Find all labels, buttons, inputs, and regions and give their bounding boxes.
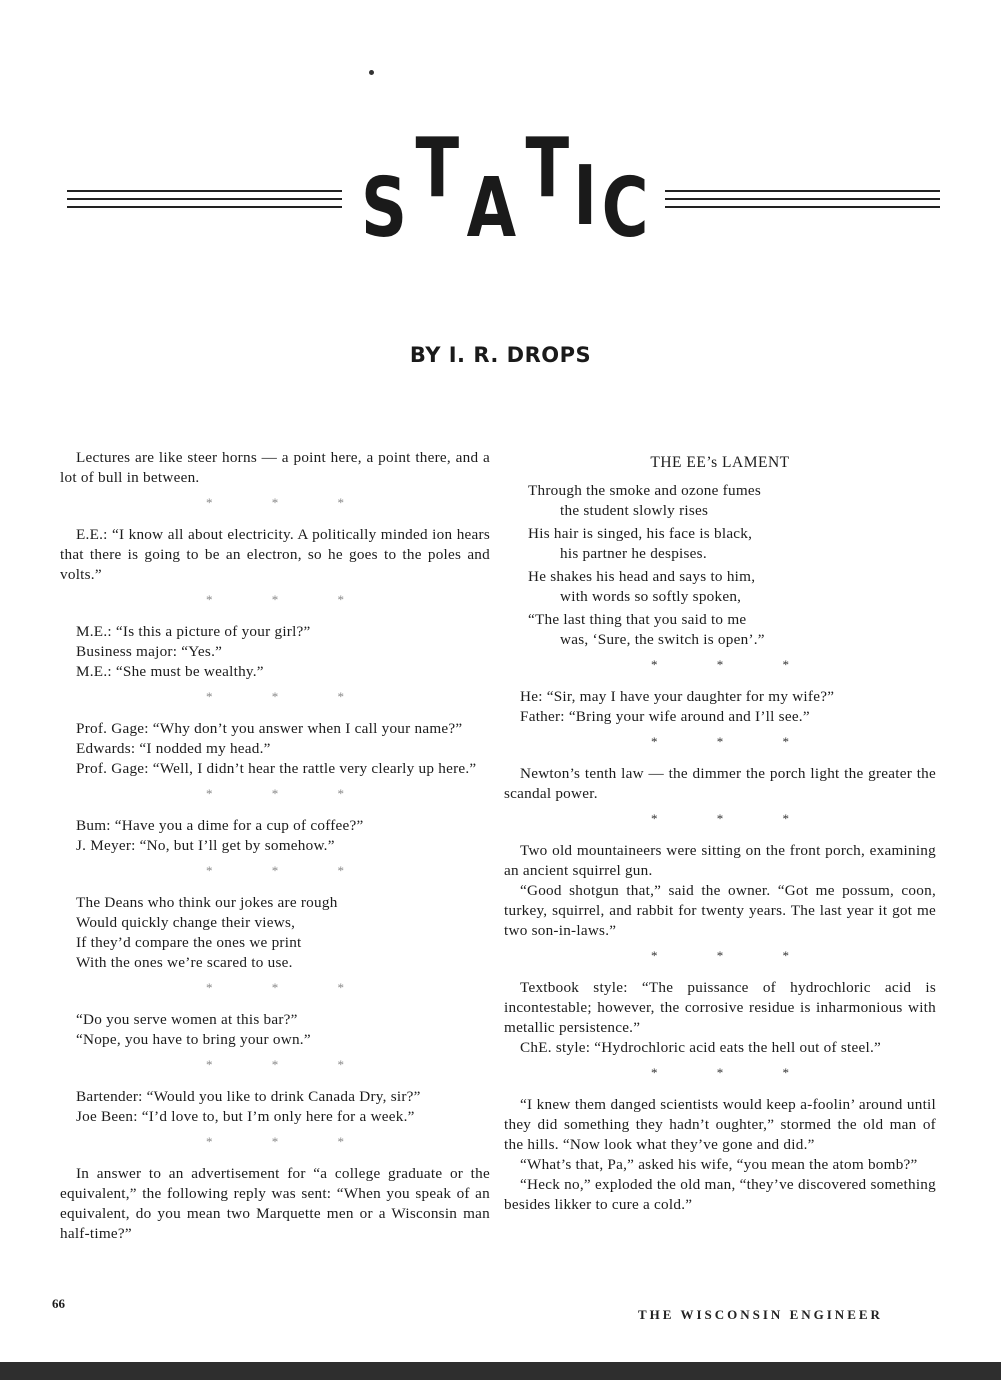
title-letter: T (525, 121, 570, 216)
separator: * * * (206, 1057, 372, 1072)
dialogue-line: He: “Sir, may I have your daughter for my wife?” (520, 688, 835, 705)
dialogue-line: Prof. Gage: “Well, I didn’t hear the rattle very clearly up here.” (76, 760, 477, 777)
right-column (504, 448, 936, 1215)
dialogue-line: Business major: “Yes.” (76, 643, 223, 660)
verse-line: His hair is singed, his face is black, (528, 525, 753, 542)
dialogue-line: Joe Been: “I’d love to, but I’m only here for a week.” (76, 1108, 415, 1125)
verse-line: his partner he despises. (560, 545, 707, 562)
ink-dot (369, 70, 374, 75)
dialogue-line: Bum: “Have you a dime for a cup of coffee?” (76, 817, 364, 834)
joke-advertisement: In answer to an advertisement for “a college graduate or the equivalent,” the following reply was sent: “When you speak of an equivalent, do you mean two Marquette men or a Wisconsin man half-time?” (60, 1165, 490, 1242)
poem-stanza (504, 610, 936, 650)
story-paragraph: “Good shotgun that,” said the owner. “Got me possum, coon, turkey, squirrel, and rabbit for twenty years. The last year it got me two son-in-laws.” (504, 882, 936, 939)
dialogue-line: “Do you serve women at this bar?” (76, 1011, 298, 1028)
verse-line: was, ‘Sure, the switch is open’.” (560, 631, 765, 648)
dialogue-line: J. Meyer: “No, but I’ll get by somehow.” (76, 837, 335, 854)
verse-line: With the ones we’re scared to use. (76, 954, 293, 971)
masthead (0, 120, 1001, 260)
title-letter: T (415, 121, 460, 216)
poem-stanza (504, 524, 936, 564)
separator: * * * (206, 592, 372, 607)
dialogue-line: Father: “Bring your wife around and I’ll see.” (520, 708, 810, 725)
right-rules (665, 190, 940, 214)
separator: * * * (206, 689, 372, 704)
separator: * * * (651, 948, 817, 963)
dialogue-line: Bartender: “Would you like to drink Canada Dry, sir?” (76, 1088, 421, 1105)
separator: * * * (651, 811, 817, 826)
joke-electricity: E.E.: “I know all about electricity. A politically minded ion hears that there is going to be an electron, so he goes to the poles and volts.” (60, 526, 490, 583)
verse-line: The Deans who think our jokes are rough (76, 894, 338, 911)
poem-stanza (504, 481, 936, 521)
poem-title: THE EE’s LAMENT (650, 454, 790, 471)
joke-newton: Newton’s tenth law — the dimmer the porch light the greater the scandal power. (504, 765, 936, 802)
dialogue-line: M.E.: “She must be wealthy.” (76, 663, 264, 680)
story-paragraph: “What’s that, Pa,” asked his wife, “you mean the atom bomb?” (520, 1156, 918, 1173)
story-paragraph: “Heck no,” exploded the old man, “they’ve discovered something besides likker to cure a cold.” (504, 1176, 936, 1213)
title-letter: C (601, 161, 649, 256)
story-paragraph: Two old mountaineers were sitting on the front porch, examining an ancient squirrel gun. (504, 842, 936, 879)
separator: * * * (651, 1065, 817, 1080)
left-rules (67, 190, 342, 214)
verse-line: the student slowly rises (560, 502, 709, 519)
verse-line: If they’d compare the ones we print (76, 934, 302, 951)
joke-lectures: Lectures are like steer horns — a point here, a point there, and a lot of bull in between. (60, 449, 490, 486)
title-letter: S (361, 161, 408, 256)
magazine-name: THE WISCONSIN ENGINEER (638, 1307, 883, 1322)
page-number: 66 (52, 1296, 65, 1311)
story-paragraph: “I knew them danged scientists would keep a-foolin’ around until they did something they hadn’t oughter,” stormed the old man of the hills. “Now look what they’ve gone and did.” (504, 1096, 936, 1153)
separator: * * * (651, 734, 817, 749)
dialogue-line: “Nope, you have to bring your own.” (76, 1031, 311, 1048)
separator: * * * (206, 980, 372, 995)
dialogue-line: Prof. Gage: “Why don’t you answer when I call your name?” (76, 720, 463, 737)
page-title (355, 120, 655, 260)
scan-edge-bar (0, 1362, 1001, 1380)
separator: * * * (206, 495, 372, 510)
story-paragraph: Textbook style: “The puissance of hydrochloric acid is incontestable; however, the corrosive residue is inharmonious with metallic persistence.” (504, 979, 936, 1036)
byline: BY I. R. DROPS (409, 343, 592, 367)
title-letter: I (573, 149, 598, 244)
poem-stanza (504, 567, 936, 607)
title-letter: A (466, 161, 517, 256)
verse-line: He shakes his head and says to him, (528, 568, 756, 585)
separator: * * * (651, 657, 817, 672)
dialogue-line: M.E.: “Is this a picture of your girl?” (76, 623, 311, 640)
verse-line: with words so softly spoken, (560, 588, 742, 605)
separator: * * * (206, 786, 372, 801)
left-column (60, 448, 490, 1244)
separator: * * * (206, 1134, 372, 1149)
verse-line: “The last thing that you said to me (528, 611, 747, 628)
dialogue-line: Edwards: “I nodded my head.” (76, 740, 271, 757)
story-paragraph: ChE. style: “Hydrochloric acid eats the hell out of steel.” (520, 1039, 881, 1056)
verse-line: Would quickly change their views, (76, 914, 296, 931)
separator: * * * (206, 863, 372, 878)
verse-line: Through the smoke and ozone fumes (528, 482, 762, 499)
